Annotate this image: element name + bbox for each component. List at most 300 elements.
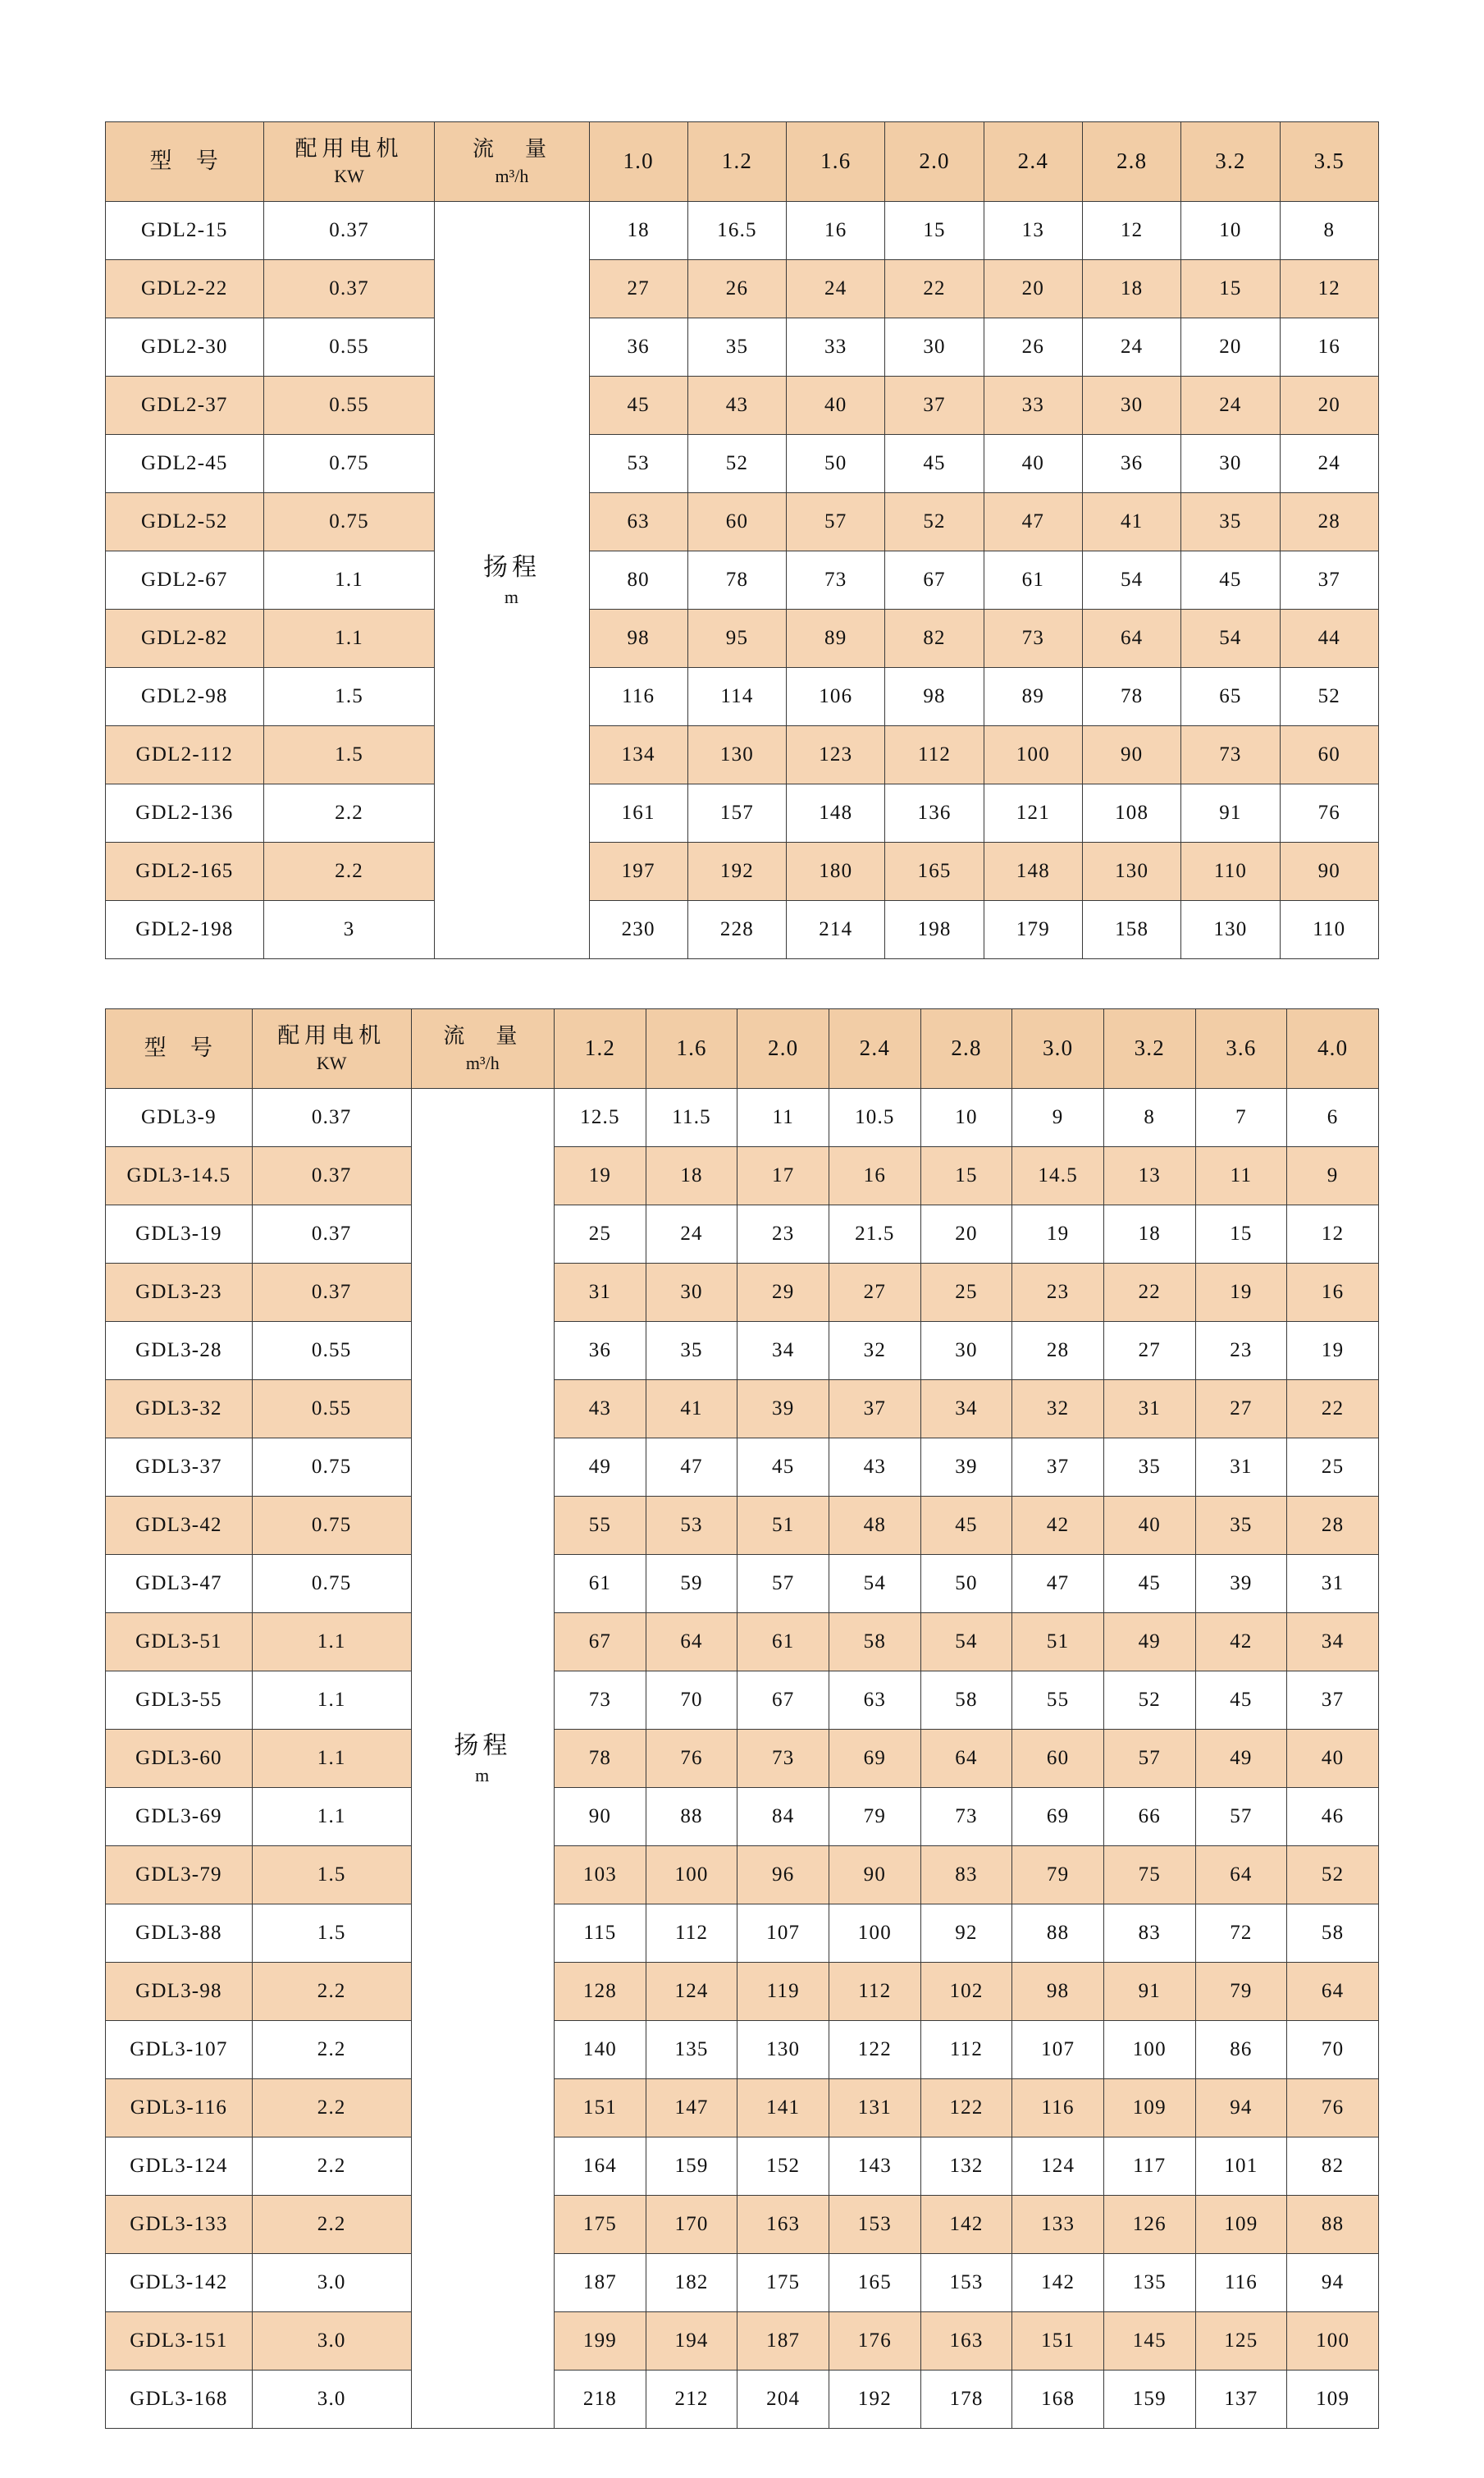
cell-head-value: 44 xyxy=(1280,610,1378,668)
column-header-flow-value: 3.0 xyxy=(1012,1009,1104,1089)
cell-head-value: 27 xyxy=(1103,1322,1195,1380)
cell-head-value: 40 xyxy=(1287,1730,1379,1788)
cell-head-value: 128 xyxy=(555,1963,646,2021)
cell-head-value: 31 xyxy=(1103,1380,1195,1438)
table-row xyxy=(106,1788,1379,1846)
cell-head-value: 165 xyxy=(885,843,984,901)
cell-head-value: 65 xyxy=(1181,668,1280,726)
cell-model: GDL3-168 xyxy=(106,2371,253,2429)
cell-motor-kw: 0.37 xyxy=(252,1205,411,1264)
cell-head-value: 8 xyxy=(1103,1089,1195,1147)
cell-head-value: 37 xyxy=(885,377,984,435)
cell-head-value: 82 xyxy=(1287,2137,1379,2196)
cell-head-value: 73 xyxy=(1181,726,1280,784)
cell-head-value: 35 xyxy=(687,318,786,377)
cell-head-value: 63 xyxy=(589,493,687,551)
cell-head-value: 49 xyxy=(1195,1730,1287,1788)
cell-motor-kw: 1.1 xyxy=(252,1671,411,1730)
cell-head-value: 10.5 xyxy=(829,1089,921,1147)
cell-head-value: 52 xyxy=(1280,668,1378,726)
cell-head-value: 176 xyxy=(829,2312,921,2371)
cell-head-value: 135 xyxy=(646,2021,737,2079)
cell-head-value: 112 xyxy=(885,726,984,784)
table-row xyxy=(106,318,1379,377)
cell-head-value: 91 xyxy=(1181,784,1280,843)
cell-model: GDL3-116 xyxy=(106,2079,253,2137)
cell-head-value: 28 xyxy=(1012,1322,1104,1380)
cell-head-value: 24 xyxy=(1083,318,1181,377)
cell-head-value: 37 xyxy=(1280,551,1378,610)
cell-head-value: 70 xyxy=(646,1671,737,1730)
cell-head-value: 8 xyxy=(1280,202,1378,260)
cell-head-value: 159 xyxy=(646,2137,737,2196)
cell-model: GDL2-98 xyxy=(106,668,264,726)
table-row xyxy=(106,2254,1379,2312)
cell-head-value: 23 xyxy=(737,1205,829,1264)
cell-head-value: 24 xyxy=(1181,377,1280,435)
table-row xyxy=(106,1089,1379,1147)
cell-head-value: 112 xyxy=(829,1963,921,2021)
flow-header-line2: m³/h xyxy=(465,1052,500,1073)
column-header-flow-value: 3.2 xyxy=(1181,122,1280,202)
cell-head-value: 16.5 xyxy=(687,202,786,260)
cell-model: GDL3-79 xyxy=(106,1846,253,1904)
cell-head-value: 134 xyxy=(589,726,687,784)
cell-head-value: 58 xyxy=(1287,1904,1379,1963)
cell-head-value: 42 xyxy=(1012,1497,1104,1555)
cell-head-value: 98 xyxy=(589,610,687,668)
cell-head-value: 22 xyxy=(1103,1264,1195,1322)
table-row xyxy=(106,1147,1379,1205)
cell-head-value: 73 xyxy=(984,610,1082,668)
cell-head-value: 198 xyxy=(885,901,984,959)
cell-head-value: 11 xyxy=(737,1089,829,1147)
cell-head-value: 55 xyxy=(555,1497,646,1555)
table-row xyxy=(106,1205,1379,1264)
cell-head-value: 13 xyxy=(984,202,1082,260)
table-row xyxy=(106,1671,1379,1730)
cell-head-value: 20 xyxy=(1181,318,1280,377)
cell-head-value: 49 xyxy=(555,1438,646,1497)
cell-head-value: 14.5 xyxy=(1012,1147,1104,1205)
cell-head-value: 123 xyxy=(787,726,885,784)
cell-motor-kw: 2.2 xyxy=(263,843,435,901)
table-row xyxy=(106,1555,1379,1613)
cell-model: GDL2-37 xyxy=(106,377,264,435)
table-row xyxy=(106,260,1379,318)
cell-head-value: 64 xyxy=(920,1730,1012,1788)
cell-model: GDL3-60 xyxy=(106,1730,253,1788)
cell-model: GDL3-142 xyxy=(106,2254,253,2312)
cell-head-value: 88 xyxy=(1012,1904,1104,1963)
cell-motor-kw: 2.2 xyxy=(252,2079,411,2137)
cell-head-value: 121 xyxy=(984,784,1082,843)
cell-head-value: 60 xyxy=(1280,726,1378,784)
cell-head-value: 175 xyxy=(737,2254,829,2312)
cell-head-value: 45 xyxy=(1181,551,1280,610)
cell-head-value: 212 xyxy=(646,2371,737,2429)
table-row xyxy=(106,377,1379,435)
cell-head-value: 50 xyxy=(920,1555,1012,1613)
table-header-row xyxy=(106,1009,1379,1089)
column-header-model: 型 号 xyxy=(106,1009,253,1089)
cell-head-value: 100 xyxy=(984,726,1082,784)
cell-head-value: 89 xyxy=(787,610,885,668)
cell-head-value: 157 xyxy=(687,784,786,843)
cell-head-value: 13 xyxy=(1103,1147,1195,1205)
cell-head-value: 11 xyxy=(1195,1147,1287,1205)
cell-head-value: 142 xyxy=(920,2196,1012,2254)
cell-head-value: 67 xyxy=(555,1613,646,1671)
cell-motor-kw: 1.1 xyxy=(252,1613,411,1671)
cell-head-value: 143 xyxy=(829,2137,921,2196)
cell-head-value: 158 xyxy=(1083,901,1181,959)
column-header-flow-value: 2.0 xyxy=(885,122,984,202)
cell-head-value: 20 xyxy=(920,1205,1012,1264)
pump-spec-tables xyxy=(105,121,1379,2429)
cell-motor-kw: 0.75 xyxy=(252,1555,411,1613)
cell-motor-kw: 2.2 xyxy=(252,2196,411,2254)
cell-head-value: 30 xyxy=(646,1264,737,1322)
cell-head-value: 49 xyxy=(1103,1613,1195,1671)
cell-head-value: 107 xyxy=(1012,2021,1104,2079)
cell-head-value: 124 xyxy=(1012,2137,1104,2196)
table-row xyxy=(106,1264,1379,1322)
cell-head-value: 88 xyxy=(1287,2196,1379,2254)
cell-head-value: 24 xyxy=(1280,435,1378,493)
table-row xyxy=(106,1438,1379,1497)
cell-head-value: 47 xyxy=(984,493,1082,551)
cell-model: GDL2-45 xyxy=(106,435,264,493)
cell-head-value: 12 xyxy=(1280,260,1378,318)
cell-head-value: 76 xyxy=(1287,2079,1379,2137)
cell-head-value: 55 xyxy=(1012,1671,1104,1730)
cell-head-value: 131 xyxy=(829,2079,921,2137)
cell-head-value: 164 xyxy=(555,2137,646,2196)
table-row xyxy=(106,2137,1379,2196)
cell-head-value: 15 xyxy=(1181,260,1280,318)
cell-head-value: 187 xyxy=(737,2312,829,2371)
cell-motor-kw: 1.5 xyxy=(263,726,435,784)
cell-model: GDL3-23 xyxy=(106,1264,253,1322)
table-row xyxy=(106,2021,1379,2079)
cell-head-value: 43 xyxy=(829,1438,921,1497)
cell-head-value: 175 xyxy=(555,2196,646,2254)
motor-header-line1: 配用电机 xyxy=(295,136,404,162)
cell-head-value: 43 xyxy=(687,377,786,435)
cell-head-value: 30 xyxy=(1181,435,1280,493)
cell-motor-kw: 0.75 xyxy=(252,1438,411,1497)
cell-head-value: 15 xyxy=(885,202,984,260)
cell-head-value: 12 xyxy=(1287,1205,1379,1264)
flow-header-line1: 流 量 xyxy=(443,1024,523,1048)
column-header-model: 型 号 xyxy=(106,122,264,202)
cell-head-label xyxy=(411,1089,555,2429)
cell-head-value: 19 xyxy=(555,1147,646,1205)
cell-head-value: 204 xyxy=(737,2371,829,2429)
cell-model: GDL3-88 xyxy=(106,1904,253,1963)
cell-head-value: 108 xyxy=(1083,784,1181,843)
column-header-flow-value: 1.6 xyxy=(646,1009,737,1089)
cell-model: GDL2-82 xyxy=(106,610,264,668)
column-header-motor-kw xyxy=(263,122,435,202)
column-header-flow xyxy=(411,1009,555,1089)
cell-head-value: 110 xyxy=(1181,843,1280,901)
cell-head-value: 30 xyxy=(1083,377,1181,435)
cell-head-value: 83 xyxy=(1103,1904,1195,1963)
cell-motor-kw: 2.2 xyxy=(252,2021,411,2079)
cell-head-value: 98 xyxy=(885,668,984,726)
cell-head-value: 116 xyxy=(1012,2079,1104,2137)
cell-head-value: 76 xyxy=(1280,784,1378,843)
cell-model: GDL3-14.5 xyxy=(106,1147,253,1205)
cell-head-value: 42 xyxy=(1195,1613,1287,1671)
cell-head-value: 57 xyxy=(1103,1730,1195,1788)
cell-head-value: 116 xyxy=(589,668,687,726)
cell-head-value: 147 xyxy=(646,2079,737,2137)
cell-head-value: 112 xyxy=(920,2021,1012,2079)
table-row xyxy=(106,435,1379,493)
cell-motor-kw: 0.55 xyxy=(263,377,435,435)
cell-head-value: 106 xyxy=(787,668,885,726)
cell-head-value: 61 xyxy=(555,1555,646,1613)
cell-head-value: 94 xyxy=(1195,2079,1287,2137)
cell-head-value: 60 xyxy=(687,493,786,551)
cell-head-value: 136 xyxy=(885,784,984,843)
cell-motor-kw: 3 xyxy=(263,901,435,959)
cell-head-value: 12.5 xyxy=(555,1089,646,1147)
cell-head-value: 16 xyxy=(787,202,885,260)
cell-head-value: 57 xyxy=(787,493,885,551)
cell-head-value: 101 xyxy=(1195,2137,1287,2196)
cell-head-value: 37 xyxy=(1012,1438,1104,1497)
cell-head-value: 46 xyxy=(1287,1788,1379,1846)
cell-model: GDL3-37 xyxy=(106,1438,253,1497)
cell-head-value: 73 xyxy=(737,1730,829,1788)
cell-head-value: 35 xyxy=(1181,493,1280,551)
cell-head-value: 159 xyxy=(1103,2371,1195,2429)
cell-head-value: 40 xyxy=(984,435,1082,493)
cell-head-value: 90 xyxy=(555,1788,646,1846)
cell-motor-kw: 1.5 xyxy=(252,1846,411,1904)
cell-motor-kw: 1.5 xyxy=(263,668,435,726)
cell-head-value: 100 xyxy=(1287,2312,1379,2371)
column-header-flow-value: 3.6 xyxy=(1195,1009,1287,1089)
cell-head-value: 91 xyxy=(1103,1963,1195,2021)
cell-model: GDL2-112 xyxy=(106,726,264,784)
cell-head-value: 80 xyxy=(589,551,687,610)
cell-head-value: 26 xyxy=(984,318,1082,377)
column-header-flow-value: 2.0 xyxy=(737,1009,829,1089)
table-row xyxy=(106,843,1379,901)
cell-head-value: 29 xyxy=(737,1264,829,1322)
cell-head-value: 61 xyxy=(737,1613,829,1671)
cell-head-value: 218 xyxy=(555,2371,646,2429)
cell-head-value: 39 xyxy=(737,1380,829,1438)
cell-motor-kw: 1.1 xyxy=(252,1730,411,1788)
cell-head-value: 73 xyxy=(920,1788,1012,1846)
table-header-row xyxy=(106,122,1379,202)
cell-head-value: 109 xyxy=(1195,2196,1287,2254)
table-row xyxy=(106,2196,1379,2254)
cell-model: GDL2-52 xyxy=(106,493,264,551)
cell-head-value: 122 xyxy=(920,2079,1012,2137)
cell-head-value: 61 xyxy=(984,551,1082,610)
motor-header-line2: KW xyxy=(316,1053,347,1074)
motor-header-line1: 配用电机 xyxy=(277,1023,386,1049)
cell-model: GDL2-15 xyxy=(106,202,264,260)
cell-head-value: 78 xyxy=(1083,668,1181,726)
cell-head-value: 130 xyxy=(1083,843,1181,901)
cell-head-value: 192 xyxy=(687,843,786,901)
cell-head-value: 100 xyxy=(1103,2021,1195,2079)
cell-head-value: 79 xyxy=(1195,1963,1287,2021)
cell-model: GDL3-55 xyxy=(106,1671,253,1730)
cell-motor-kw: 0.37 xyxy=(263,202,435,260)
cell-head-value: 16 xyxy=(829,1147,921,1205)
cell-model: GDL2-136 xyxy=(106,784,264,843)
cell-head-value: 130 xyxy=(1181,901,1280,959)
cell-motor-kw: 2.2 xyxy=(252,1963,411,2021)
cell-head-value: 24 xyxy=(787,260,885,318)
cell-head-value: 64 xyxy=(1195,1846,1287,1904)
cell-head-value: 103 xyxy=(555,1846,646,1904)
column-header-motor-kw xyxy=(252,1009,411,1089)
cell-head-value: 124 xyxy=(646,1963,737,2021)
cell-model: GDL3-32 xyxy=(106,1380,253,1438)
cell-head-value: 22 xyxy=(885,260,984,318)
cell-head-value: 58 xyxy=(829,1613,921,1671)
column-header-flow-value: 1.2 xyxy=(687,122,786,202)
cell-head-value: 90 xyxy=(829,1846,921,1904)
cell-head-value: 168 xyxy=(1012,2371,1104,2429)
cell-head-value: 192 xyxy=(829,2371,921,2429)
spec-table-gdl3 xyxy=(105,1008,1379,2429)
cell-head-value: 197 xyxy=(589,843,687,901)
cell-head-value: 151 xyxy=(1012,2312,1104,2371)
cell-head-value: 45 xyxy=(1103,1555,1195,1613)
head-label-line2: m xyxy=(475,1765,491,1785)
cell-motor-kw: 2.2 xyxy=(252,2137,411,2196)
table-row xyxy=(106,2371,1379,2429)
cell-head-value: 67 xyxy=(885,551,984,610)
cell-head-value: 64 xyxy=(646,1613,737,1671)
cell-head-value: 57 xyxy=(737,1555,829,1613)
cell-model: GDL3-98 xyxy=(106,1963,253,2021)
cell-head-value: 64 xyxy=(1083,610,1181,668)
cell-model: GDL2-165 xyxy=(106,843,264,901)
cell-motor-kw: 0.37 xyxy=(252,1264,411,1322)
cell-head-value: 32 xyxy=(1012,1380,1104,1438)
cell-head-value: 180 xyxy=(787,843,885,901)
table-row xyxy=(106,202,1379,260)
cell-head-value: 58 xyxy=(920,1671,1012,1730)
cell-head-value: 170 xyxy=(646,2196,737,2254)
cell-head-value: 98 xyxy=(1012,1963,1104,2021)
table-row xyxy=(106,668,1379,726)
cell-head-value: 100 xyxy=(829,1904,921,1963)
cell-head-value: 214 xyxy=(787,901,885,959)
cell-head-value: 179 xyxy=(984,901,1082,959)
table-row xyxy=(106,2312,1379,2371)
column-header-flow-value: 1.0 xyxy=(589,122,687,202)
column-header-flow-value: 2.4 xyxy=(984,122,1082,202)
column-header-flow-value: 1.6 xyxy=(787,122,885,202)
cell-motor-kw: 3.0 xyxy=(252,2312,411,2371)
head-label-line1: 扬程 xyxy=(454,1731,512,1759)
cell-head-value: 37 xyxy=(1287,1671,1379,1730)
cell-head-value: 90 xyxy=(1280,843,1378,901)
table-row xyxy=(106,901,1379,959)
cell-head-value: 153 xyxy=(829,2196,921,2254)
cell-head-value: 28 xyxy=(1280,493,1378,551)
cell-motor-kw: 1.1 xyxy=(263,610,435,668)
cell-head-value: 132 xyxy=(920,2137,1012,2196)
cell-model: GDL3-28 xyxy=(106,1322,253,1380)
cell-head-value: 230 xyxy=(589,901,687,959)
cell-motor-kw: 3.0 xyxy=(252,2254,411,2312)
cell-head-value: 102 xyxy=(920,1963,1012,2021)
cell-head-value: 72 xyxy=(1195,1904,1287,1963)
cell-head-value: 90 xyxy=(1083,726,1181,784)
cell-head-value: 115 xyxy=(555,1904,646,1963)
cell-model: GDL2-67 xyxy=(106,551,264,610)
cell-head-value: 112 xyxy=(646,1904,737,1963)
cell-head-value: 19 xyxy=(1195,1264,1287,1322)
flow-header-line1: 流 量 xyxy=(472,137,551,161)
cell-head-value: 43 xyxy=(555,1380,646,1438)
cell-head-value: 17 xyxy=(737,1147,829,1205)
cell-head-value: 73 xyxy=(555,1671,646,1730)
cell-head-value: 78 xyxy=(687,551,786,610)
cell-motor-kw: 0.75 xyxy=(252,1497,411,1555)
cell-head-value: 64 xyxy=(1287,1963,1379,2021)
cell-head-value: 67 xyxy=(737,1671,829,1730)
cell-head-value: 27 xyxy=(589,260,687,318)
cell-head-value: 22 xyxy=(1287,1380,1379,1438)
cell-motor-kw: 1.1 xyxy=(252,1788,411,1846)
cell-head-value: 54 xyxy=(920,1613,1012,1671)
cell-model: GDL3-151 xyxy=(106,2312,253,2371)
cell-head-value: 51 xyxy=(1012,1613,1104,1671)
cell-model: GDL2-22 xyxy=(106,260,264,318)
cell-head-value: 7 xyxy=(1195,1089,1287,1147)
cell-model: GDL3-9 xyxy=(106,1089,253,1147)
cell-head-value: 21.5 xyxy=(829,1205,921,1264)
cell-head-value: 88 xyxy=(646,1788,737,1846)
cell-head-value: 37 xyxy=(829,1380,921,1438)
cell-head-value: 59 xyxy=(646,1555,737,1613)
table-row xyxy=(106,2079,1379,2137)
cell-head-value: 6 xyxy=(1287,1089,1379,1147)
cell-head-value: 92 xyxy=(920,1904,1012,1963)
cell-head-value: 228 xyxy=(687,901,786,959)
cell-head-value: 75 xyxy=(1103,1846,1195,1904)
cell-head-value: 119 xyxy=(737,1963,829,2021)
cell-motor-kw: 0.55 xyxy=(252,1322,411,1380)
column-header-flow-value: 3.2 xyxy=(1103,1009,1195,1089)
cell-head-value: 33 xyxy=(984,377,1082,435)
cell-head-value: 52 xyxy=(1103,1671,1195,1730)
cell-head-value: 57 xyxy=(1195,1788,1287,1846)
cell-head-value: 18 xyxy=(1103,1205,1195,1264)
cell-head-value: 45 xyxy=(920,1497,1012,1555)
cell-head-value: 25 xyxy=(1287,1438,1379,1497)
cell-head-value: 89 xyxy=(984,668,1082,726)
cell-head-value: 178 xyxy=(920,2371,1012,2429)
cell-head-value: 34 xyxy=(737,1322,829,1380)
cell-head-value: 60 xyxy=(1012,1730,1104,1788)
